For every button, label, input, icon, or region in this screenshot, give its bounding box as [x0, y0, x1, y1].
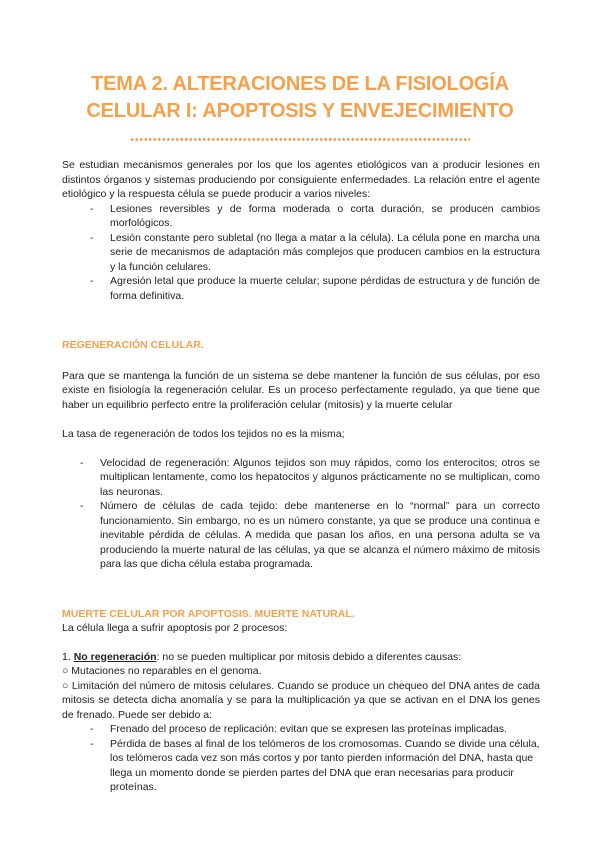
- list-item: [90, 231, 540, 275]
- list-item-text: Velocidad de regeneración: Algunos tejidos son muy rápidos, como los enterocitos; otros se multiplican lentamente, como los hepatocitos y algunos prácticamente no se multiplican, como las neuronas.: [100, 456, 540, 498]
- title-line-2: CELULAR I: APOPTOSIS Y ENVEJECIMIENTO: [86, 100, 514, 122]
- regeneracion-paragraph-2: La tasa de regeneración de todos los tejidos no es la misma;: [62, 428, 345, 440]
- dash-bullet: -: [90, 202, 94, 215]
- document-title: [40, 71, 560, 125]
- apoptosis-sub-1: ○ Mutaciones no reparables en el genoma.: [62, 665, 262, 677]
- title-dotted-divider: [130, 137, 470, 142]
- list-item: [90, 202, 540, 231]
- title-line-1: TEMA 2. ALTERACIONES DE LA FISIOLOGÍA: [91, 73, 509, 95]
- apoptosis-paragraph-1: La célula llega a sufrir apoptosis por 2 procesos:: [62, 622, 288, 634]
- apoptosis-sub-2: ○ Limitación del número de mitosis celulares. Cuando se produce un chequeo del DNA antes de cada mitosis se detecta dicha anomalía y se para la multiplicación ya que se activan en el DNA los genes de frenado. Puede ser debido a:: [62, 679, 540, 721]
- document-body: [62, 158, 540, 795]
- list-item-text: Lesiones reversibles y de forma moderada o corta duración, se producen cambios morfológicos.: [110, 202, 540, 229]
- list-item: [90, 737, 540, 795]
- section-heading-regeneracion: REGENERACIÓN CELULAR.: [62, 339, 204, 351]
- list-item: [90, 274, 540, 303]
- list-item: [80, 499, 540, 572]
- list-item-text: Agresión letal que produce la muerte celular; supone pérdidas de estructura y de función de forma definitiva.: [110, 275, 540, 302]
- apoptosis-point-1: [62, 650, 540, 665]
- intro-list: [62, 202, 540, 304]
- dash-bullet: -: [90, 231, 94, 244]
- regeneracion-list: [62, 456, 540, 572]
- apoptosis-list: [62, 722, 540, 795]
- dash-bullet: -: [90, 275, 94, 287]
- list-item: [80, 456, 540, 500]
- list-item-text: Pérdida de bases al final de los telómeros de los cromosomas. Cuando se divide una célula, los telómeros cada vez son más cortos y por tanto pierden información del DNA, hasta que llega un momento donde se pierden partes del DNA que eran necesarias para producir proteínas.: [110, 737, 540, 793]
- list-item-text: Número de células de cada tejido: debe mantenerse en lo “normal” para un correcto funcionamiento. Sin embargo, no es un número constante, ya que se produce una continua e inevitable pérdida de células. A medida que pasan los años, en una persona adulta se va produciendo la muerte natural de las células, ya que se alcanza el número máximo de mitosis para las que dicha célula estaba programada.: [100, 500, 540, 570]
- dash-bullet: -: [80, 456, 84, 469]
- list-item-text: Lesión constante pero subletal (no llega a matar a la célula). La célula pone en marcha una serie de mecanismos de adaptación más complejos que producen cambios en la estructura y la función celulares.: [110, 231, 540, 273]
- section-heading-apoptosis: MUERTE CELULAR POR APOPTOSIS. MUERTE NATURAL.: [62, 607, 355, 620]
- dash-bullet: -: [90, 723, 94, 735]
- regeneracion-paragraph-1: Para que se mantenga la función de un sistema se debe mantener la función de sus células, por eso existe en fisiología la regeneración celular. Es un proceso perfectamente regulado, ya que tiene que haber un equilibrio perfecto entre la proliferación celular (mitosis) y la muerte celular: [62, 369, 540, 411]
- point-label: No regeneración: [73, 650, 157, 663]
- point-number: 1.: [62, 650, 74, 663]
- intro-paragraph: Se estudian mecanismos generales por los que los agentes etiológicos van a producir lesiones en distintos órganos y sistemas produciendo por consiguiente enfermedades. La relación entre el agente etiológico y la respuesta célula se puede producir a varios niveles:: [62, 159, 540, 200]
- list-item: [90, 722, 540, 737]
- dash-bullet: -: [80, 500, 84, 512]
- point-text: : no se pueden multiplicar por mitosis debido a diferentes causas:: [156, 650, 462, 663]
- dash-bullet: -: [90, 737, 94, 750]
- list-item-text: Frenado del proceso de replicación: evitan que se expresen las proteínas implicadas.: [110, 723, 507, 735]
